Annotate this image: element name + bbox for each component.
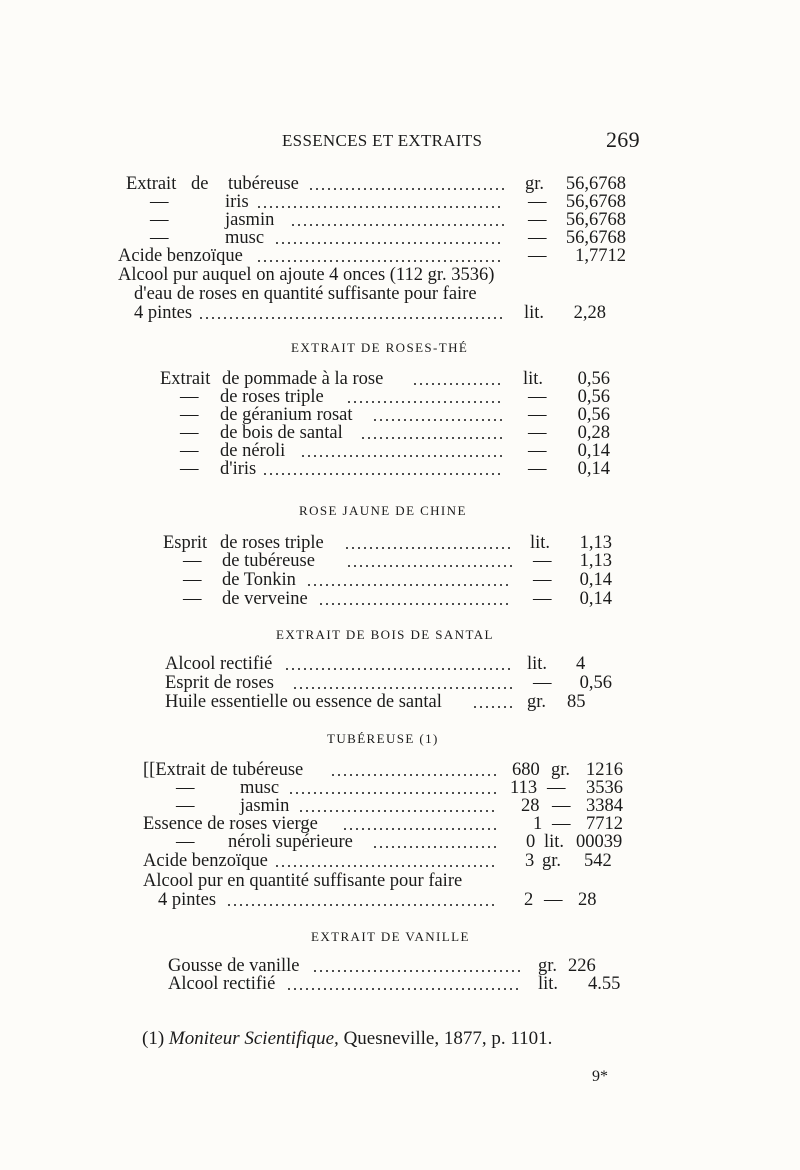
ingredient-row <box>0 442 800 461</box>
ditto-dash: — <box>176 796 195 816</box>
leader-dots <box>360 437 504 439</box>
quantity-fraction: 3536 <box>586 778 623 798</box>
quantity: 4.55 <box>588 974 621 994</box>
ingredient-name: de roses triple <box>220 387 324 407</box>
leader-dots <box>306 584 512 586</box>
unit: — <box>533 589 552 609</box>
ingredient-name: de verveine <box>222 589 308 609</box>
ingredient-name: néroli supérieure <box>228 832 353 852</box>
instruction-text: Alcool pur auquel on ajoute 4 onces (112 gr. 3536) <box>118 265 495 285</box>
quantity-fraction: 7712 <box>586 814 623 834</box>
ingredient-word: Extrait <box>160 369 211 389</box>
leader-dots <box>198 317 504 319</box>
ditto-dash: — <box>176 832 195 852</box>
quantity: 0,56 <box>579 673 612 693</box>
leader-dots <box>344 547 510 549</box>
unit: lit. <box>538 974 559 994</box>
unit: — <box>544 890 563 910</box>
ingredient-name: Acide benzoïque <box>143 851 268 871</box>
ingredient-name: iris <box>225 192 249 212</box>
ingredient-name: musc <box>240 778 280 798</box>
ingredient-row <box>0 370 800 389</box>
ingredient-word: Esprit <box>163 533 208 553</box>
quantity: 56,6768 <box>565 210 626 230</box>
quantity: 0,14 <box>579 570 612 590</box>
leader-dots <box>262 473 504 475</box>
leader-dots <box>284 668 512 670</box>
ingredient-row <box>0 779 800 798</box>
unit: gr. <box>551 760 571 780</box>
ingredient-name: de roses triple <box>220 533 324 553</box>
ingredient-row <box>0 761 800 780</box>
unit: — <box>528 405 547 425</box>
unit: — <box>528 387 547 407</box>
quantity-grams: 2 <box>524 890 534 910</box>
instruction-text: Alcool pur en quantité suffisante pour faire <box>143 871 463 891</box>
quantity: 0,14 <box>577 441 610 461</box>
ditto-dash: — <box>180 387 199 407</box>
ingredient-name: 4 pintes <box>134 303 193 323</box>
ditto-dash: — <box>180 423 199 443</box>
ingredient-row <box>0 534 800 553</box>
signature-mark: 9* <box>592 1068 608 1085</box>
quantity: 226 <box>568 956 596 976</box>
ingredient-row <box>0 957 800 976</box>
ingredient-row <box>0 891 800 910</box>
ingredient-row <box>0 852 800 871</box>
leader-dots <box>412 383 504 385</box>
unit: — <box>533 551 552 571</box>
running-title: ESSENCES ET EXTRAITS <box>282 131 483 150</box>
ingredient-name: Acide benzoïque <box>118 246 243 266</box>
leader-dots <box>372 846 498 848</box>
quantity: 1,13 <box>579 551 612 571</box>
ingredient-row <box>0 797 800 816</box>
ingredient-name: Alcool rectifié <box>165 654 273 674</box>
ingredient-row <box>0 460 800 479</box>
quantity: 56,6768 <box>565 228 626 248</box>
text-line <box>0 285 800 304</box>
ingredient-word: de <box>191 174 209 194</box>
ingredient-name: [[Extrait de tubéreuse <box>143 760 304 780</box>
text-line <box>0 266 800 285</box>
unit: — <box>533 673 552 693</box>
quantity: 0,56 <box>577 405 610 425</box>
ditto-dash: — <box>150 228 169 248</box>
leader-dots <box>290 224 504 226</box>
ingredient-row <box>0 247 800 266</box>
section-title: EXTRAIT DE BOIS DE SANTAL <box>276 627 494 642</box>
ingredient-row <box>0 388 800 407</box>
leader-dots <box>274 865 498 867</box>
leader-dots <box>318 603 512 605</box>
unit: lit. <box>524 303 545 323</box>
ditto-dash: — <box>150 210 169 230</box>
unit: gr. <box>538 956 558 976</box>
ingredient-name: jasmin <box>240 796 290 816</box>
unit: lit. <box>523 369 544 389</box>
ingredient-name: de tubéreuse <box>222 551 315 571</box>
unit: — <box>552 796 571 816</box>
ingredient-name: Huile essentielle ou essence de santal <box>165 692 442 712</box>
section-title: EXTRAIT DE VANILLE <box>311 929 470 944</box>
leader-dots <box>308 188 504 190</box>
ingredient-name: Esprit de roses <box>165 673 274 693</box>
ingredient-name: tubéreuse <box>228 174 299 194</box>
ingredient-row <box>0 674 800 693</box>
unit: — <box>528 228 547 248</box>
ditto-dash: — <box>176 778 195 798</box>
leader-dots <box>256 260 504 262</box>
quantity: 56,6768 <box>565 174 626 194</box>
quantity-grams: 3 <box>525 851 535 871</box>
ingredient-row <box>0 193 800 212</box>
leader-dots <box>346 565 512 567</box>
unit: lit. <box>544 832 565 852</box>
text-line <box>0 872 800 891</box>
unit: — <box>528 210 547 230</box>
unit: — <box>528 459 547 479</box>
leader-dots <box>256 206 504 208</box>
ingredient-row <box>0 424 800 443</box>
quantity: 2,28 <box>573 303 606 323</box>
quantity-grams: 680 <box>512 760 540 780</box>
ingredient-row <box>0 833 800 852</box>
ditto-dash: — <box>183 570 202 590</box>
unit: — <box>547 778 566 798</box>
quantity-grams: 0 <box>526 832 536 852</box>
ingredient-word: Extrait <box>126 174 177 194</box>
ingredient-name: Gousse de vanille <box>168 956 300 976</box>
unit: — <box>528 192 547 212</box>
quantity: 85 <box>567 692 586 712</box>
ingredient-name: 4 pintes <box>158 890 217 910</box>
unit: gr. <box>542 851 562 871</box>
quantity-fraction: 28 <box>578 890 597 910</box>
ingredient-name: de néroli <box>220 441 286 461</box>
footnote-number: (1) <box>142 1028 165 1049</box>
ingredient-name: d'iris <box>220 459 257 479</box>
unit: — <box>528 246 547 266</box>
ditto-dash: — <box>150 192 169 212</box>
quantity-grams: 28 <box>521 796 540 816</box>
quantity-grams: 1 <box>533 814 543 834</box>
leader-dots <box>274 242 504 244</box>
ingredient-row <box>0 552 800 571</box>
ingredient-row <box>0 975 800 994</box>
ingredient-name: de géranium rosat <box>220 405 353 425</box>
ingredient-name: de bois de santal <box>220 423 343 443</box>
leader-dots <box>312 970 520 972</box>
leader-dots <box>288 792 498 794</box>
ditto-dash: — <box>183 551 202 571</box>
unit: lit. <box>530 533 551 553</box>
unit: — <box>552 814 571 834</box>
section-title: TUBÉREUSE (1) <box>327 731 439 746</box>
ditto-dash: — <box>180 441 199 461</box>
leader-dots <box>286 988 520 990</box>
quantity: 0,56 <box>577 387 610 407</box>
ditto-dash: — <box>183 589 202 609</box>
ingredient-name: jasmin <box>225 210 275 230</box>
ingredient-name: Alcool rectifié <box>168 974 276 994</box>
quantity: 0,14 <box>577 459 610 479</box>
leader-dots <box>372 419 504 421</box>
ingredient-row <box>0 211 800 230</box>
quantity-fraction: 542 <box>584 851 612 871</box>
ditto-dash: — <box>180 459 199 479</box>
ingredient-row <box>0 590 800 609</box>
quantity-fraction: 3384 <box>586 796 623 816</box>
unit: — <box>528 423 547 443</box>
footnote <box>142 1028 552 1050</box>
quantity-fraction: 00039 <box>576 832 623 852</box>
leader-dots <box>330 774 498 776</box>
footnote-journal: Moniteur Scientifique, <box>168 1028 339 1049</box>
quantity: 56,6768 <box>565 192 626 212</box>
page-number: 269 <box>606 127 640 152</box>
ingredient-name: de pommade à la rose <box>222 369 384 389</box>
ingredient-row <box>0 655 800 674</box>
leader-dots <box>226 904 498 906</box>
ingredient-row <box>0 571 800 590</box>
unit: — <box>528 441 547 461</box>
quantity-fraction: 1216 <box>586 760 623 780</box>
ingredient-row <box>0 693 800 712</box>
ditto-dash: — <box>180 405 199 425</box>
quantity-grams: 113 <box>510 778 538 798</box>
ingredient-row <box>0 406 800 425</box>
leader-dots <box>472 706 512 708</box>
leader-dots <box>342 828 498 830</box>
unit: lit. <box>527 654 548 674</box>
quantity: 4 <box>576 654 586 674</box>
ingredient-name: de Tonkin <box>222 570 296 590</box>
quantity: 0,14 <box>579 589 612 609</box>
unit: — <box>533 570 552 590</box>
ingredient-name: Essence de roses vierge <box>143 814 318 834</box>
section-title: ROSE JAUNE DE CHINE <box>299 503 467 518</box>
quantity: 1,13 <box>579 533 612 553</box>
leader-dots <box>292 687 512 689</box>
ingredient-row <box>0 815 800 834</box>
quantity: 1,7712 <box>575 246 626 266</box>
leader-dots <box>346 401 504 403</box>
leader-dots <box>298 810 498 812</box>
unit: gr. <box>525 174 545 194</box>
ingredient-row <box>0 304 800 323</box>
unit: gr. <box>527 692 547 712</box>
leader-dots <box>300 455 504 457</box>
footnote-citation: Quesneville, 1877, p. 1101. <box>343 1028 553 1049</box>
quantity: 0,56 <box>577 369 610 389</box>
quantity: 0,28 <box>577 423 610 443</box>
ingredient-name: musc <box>225 228 265 248</box>
ingredient-row <box>0 175 800 194</box>
instruction-text: d'eau de roses en quantité suffisante pour faire <box>134 284 477 304</box>
section-title: EXTRAIT DE ROSES-THÉ <box>291 340 469 355</box>
